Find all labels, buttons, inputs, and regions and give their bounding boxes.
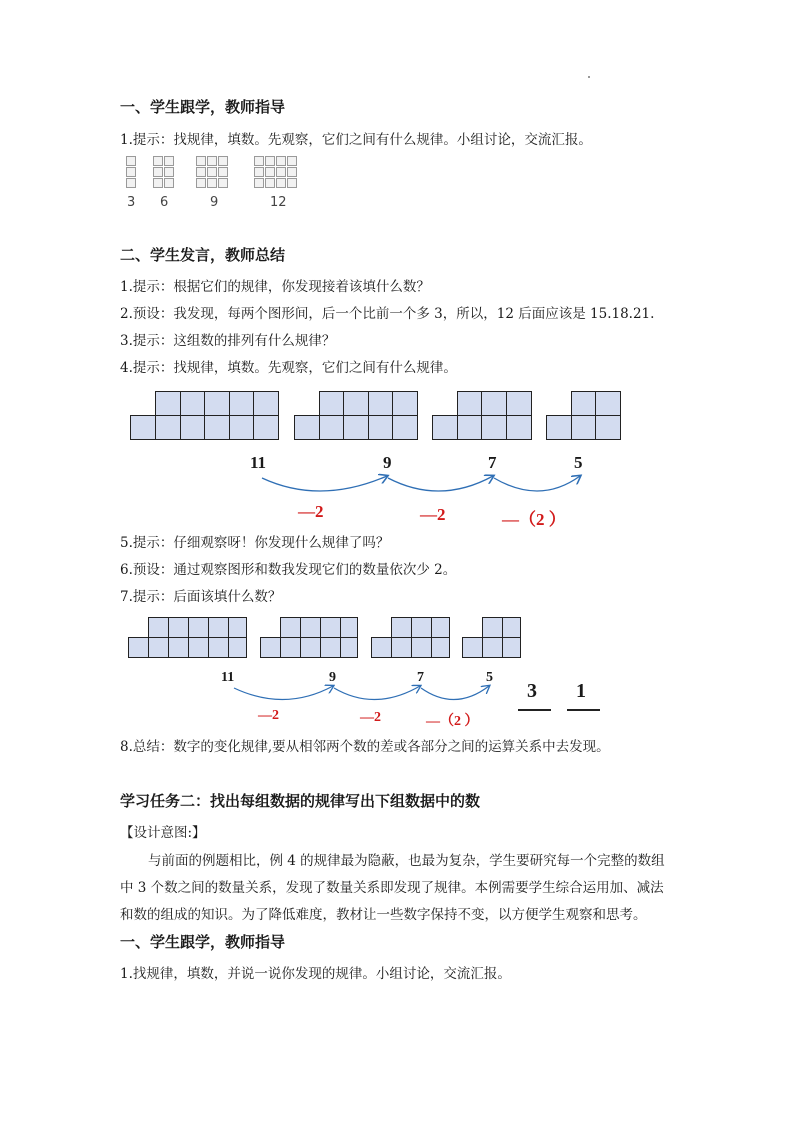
figure1-number-2: 9 (383, 453, 392, 472)
small-number-1: 3 (127, 195, 136, 210)
figure2-number-3: 7 (417, 670, 424, 685)
figure1-number-3: 7 (488, 453, 497, 472)
figure2-diff-1: —2 (258, 708, 279, 723)
figure2-number-4: 5 (486, 670, 493, 685)
line7: 7.提示：后面该填什么数？ (120, 589, 282, 605)
figure1-number-4: 5 (574, 453, 583, 472)
section1-tip: 1.提示：找规律，填数。先观察，它们之间有什么规律。小组讨论，交流汇报。 (120, 132, 592, 148)
small-number-2: 6 (160, 195, 169, 210)
task2-subheading: 一、学生跟学，教师指导 (120, 933, 286, 951)
design-para-1: 与前面的例题相比，例 4 的规律最为隐蔽，也最为复杂，学生要研究每一个完整的数组 (148, 853, 665, 869)
figure1-diff-2: —2 (420, 505, 446, 524)
figure2-diff-3: —（2 ） (426, 714, 479, 729)
small-number-4: 12 (270, 195, 287, 210)
answer-1: 3 (527, 680, 537, 702)
figure2-number-1: 11 (221, 670, 235, 685)
answer-2: 1 (576, 680, 586, 702)
answer-2-underline (567, 709, 600, 711)
summary: 8.总结：数字的变化规律,要从相邻两个数的差或各部分之间的运算关系中去发现。 (120, 739, 610, 755)
figure2-diff-2: —2 (360, 710, 381, 725)
design-para-3: 和数的组成的知识。为了降低难度，教材让一些数字保持不变，以方便学生观察和思考。 (120, 907, 647, 923)
section2-line3: 3.提示：这组数的排列有什么规律？ (120, 333, 336, 349)
section2-line4: 4.提示：找规律，填数。先观察，它们之间有什么规律。 (120, 360, 457, 376)
section1-heading: 一、学生跟学，教师指导 (120, 98, 286, 116)
task2-heading: 学习任务二：找出每组数据的规律写出下组数据中的数 (120, 792, 481, 810)
figure1-number-1: 11 (250, 453, 267, 472)
answer-1-underline (518, 709, 551, 711)
section2-heading: 二、学生发言，教师总结 (120, 246, 286, 264)
section2-line2: 2.预设：我发现，每两个图形间，后一个比前一个多 3，所以，12 后面应该是 15.18.21. (120, 306, 655, 322)
line6: 6.预设：通过观察图形和数我发现它们的数量依次少 2。 (120, 562, 457, 578)
design-para-2: 中 3 个数之间的数量关系，发现了数量关系即发现了规律。本例需要学生综合运用加、减法 (120, 880, 664, 896)
design-intent-label: 【设计意图:】 (120, 825, 206, 841)
figure2-number-2: 9 (329, 670, 336, 685)
figure1-diff-1: —2 (298, 502, 324, 521)
figure1-diff-3: —（2 ） (502, 510, 566, 529)
task2-tip: 1.找规律，填数，并说一说你发现的规律。小组讨论，交流汇报。 (120, 966, 511, 982)
small-number-3: 9 (210, 195, 219, 210)
section2-line1: 1.提示：根据它们的规律，你发现接着该填什么数？ (120, 279, 430, 295)
line5: 5.提示：仔细观察呀！你发现什么规律了吗？ (120, 535, 390, 551)
